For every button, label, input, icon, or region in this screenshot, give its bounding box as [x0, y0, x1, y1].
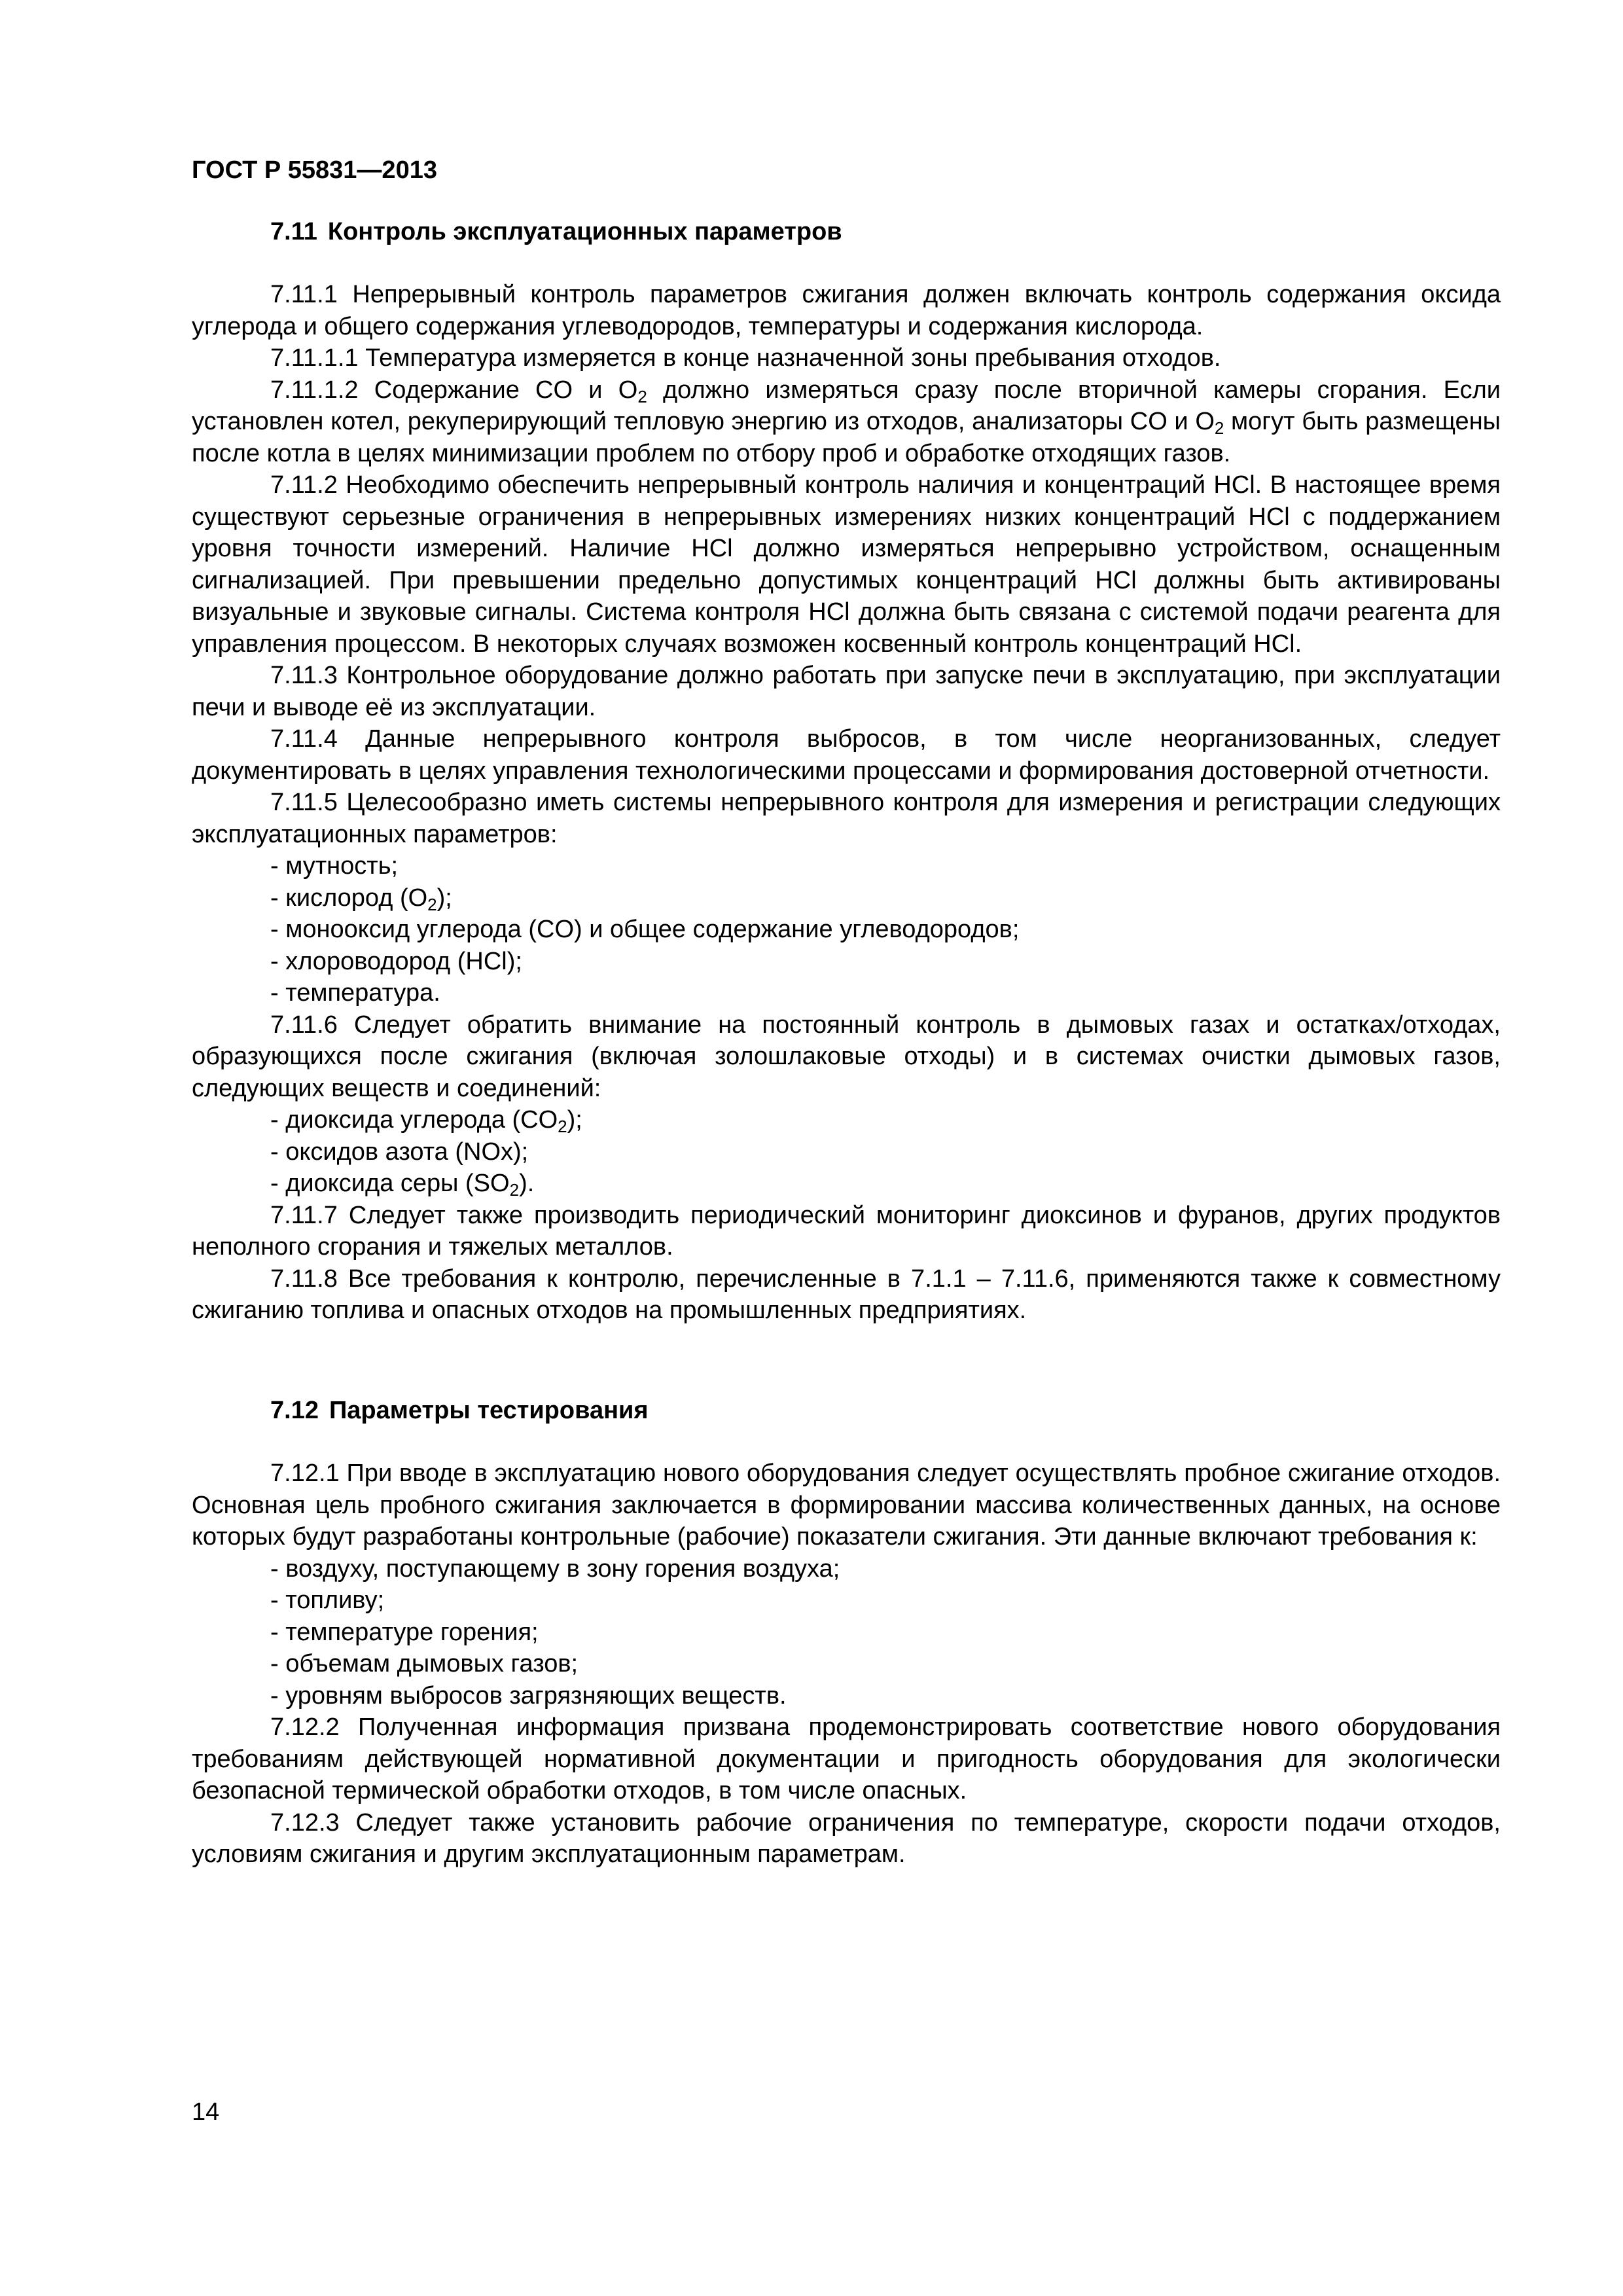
subscript: 2 [509, 1180, 520, 1200]
section-body-7-12 [192, 1458, 1501, 1871]
paragraph-7-11-1-1: 7.11.1.1 Температура измеряется в конце назначенной зоны пребывания отходов. [270, 344, 1221, 372]
section-heading-7-11 [270, 217, 842, 246]
text-run: 7.11.1.2 Содержание CO и O [270, 376, 638, 404]
paragraph-7-11-2: 7.11.2 Необходимо обеспечить непрерывный контроль наличия и концентраций HCl. В настоящее время существуют серьезные ограничения в непрерывных измерениях низких концентраций HCl с поддержанием уровня точности измерений. Наличие HCl должно измеряться непрерывно устройством, оснащенным сигнализацией. При превышении предельно допустимых концентраций HCl должны быть активированы визуальные и звуковые сигналы. Система контроля HCl должна быть связана с системой подачи реагента для управления процессом. В некоторых случаях возможен косвенный контроль концентраций HCl. [192, 471, 1501, 658]
page-number: 14 [192, 2098, 220, 2126]
paragraph-7-11-7: 7.11.7 Следует также производить периодический мониторинг диоксинов и фуранов, других продуктов неполного сгорания и тяжелых металлов. [192, 1201, 1501, 1261]
subscript: 2 [637, 386, 647, 406]
paragraph-7-12-3: 7.12.3 Следует также установить рабочие ограничения по температуре, скорости подачи отходов, условиям сжигания и другим эксплуатационным параметрам. [192, 1808, 1501, 1868]
section-title: Параметры тестирования [329, 1397, 649, 1424]
text-run: - диоксида серы (SO [270, 1170, 510, 1197]
paragraph-7-11-6: 7.11.6 Следует обратить внимание на постоянный контроль в дымовых газах и остатках/отходах, образующихся после сжигания (включая золошлаковые отходы) и в системах очистки дымовых газов, следующих веществ и соединений: [192, 1011, 1501, 1102]
list-item [192, 882, 1501, 914]
paragraph-7-12-2: 7.12.2 Полученная информация призвана продемонстрировать соответствие нового оборудования требованиям действующей нормативной документации и пригодность оборудования для экологически безопасной термической обработки отходов, в том числе опасных. [192, 1713, 1501, 1804]
paragraph-7-11-1: 7.11.1 Непрерывный контроль параметров сжигания должен включать контроль содержания оксида углерода и общего содержания углеводородов, температуры и содержания кислорода. [192, 281, 1501, 340]
paragraph-7-11-5: 7.11.5 Целесообразно иметь системы непрерывного контроля для измерения и регистрации следующих эксплуатационных параметров: [192, 789, 1501, 848]
list-item: - температуре горения; [270, 1618, 539, 1646]
list-item: - топливу; [270, 1587, 385, 1614]
subscript: 2 [427, 894, 437, 914]
document-page [192, 0, 1501, 2296]
list-item: - оксидов азота (NOx); [270, 1138, 529, 1166]
paragraph-7-11-4: 7.11.4 Данные непрерывного контроля выбросов, в том числе неорганизованных, следует документировать в целях управления технологическими процессами и формирования достоверной отчетности. [192, 725, 1501, 785]
list-item: - объемам дымовых газов; [270, 1650, 579, 1677]
text-run: - диоксида углерода (CO [270, 1106, 558, 1134]
text-run: ); [437, 884, 452, 912]
paragraph-7-11-1-2 [192, 374, 1501, 470]
subscript: 2 [558, 1117, 567, 1136]
list-item [192, 1104, 1501, 1136]
section-body-7-11 [192, 279, 1501, 1327]
section-number: 7.12 [270, 1397, 319, 1424]
list-item [192, 1168, 1501, 1200]
text-run: - кислород (O [270, 884, 428, 912]
text-run: ); [567, 1106, 582, 1134]
section-number: 7.11 [270, 218, 317, 245]
text-run: должно измеряться сразу после вторичной камеры сгорания. Если установлен котел, рекуперирующий тепловую энергию из отходов, анализаторы CO и O [192, 376, 1501, 435]
paragraph-7-11-8: 7.11.8 Все требования к контролю, перечисленные в 7.1.1 – 7.11.6, применяются также к совместному сжиганию топлива и опасных отходов на промышленных предприятиях. [192, 1265, 1501, 1324]
list-item: - температура. [270, 979, 440, 1007]
list-item: - хлороводород (HCl); [270, 947, 522, 975]
subscript: 2 [1214, 418, 1224, 438]
text-run: ). [519, 1170, 535, 1197]
text-run: могут быть размещены после котла в целях минимизации проблем по отбору проб и обработке отходящих газов. [192, 408, 1501, 467]
document-code-header: ГОСТ Р 55831—2013 [192, 156, 437, 184]
list-item: - мутность; [270, 852, 399, 880]
list-item: - воздуху, поступающему в зону горения воздуха; [270, 1554, 840, 1583]
list-item: - монооксид углерода (CO) и общее содержание углеводородов; [270, 916, 1020, 943]
paragraph-7-11-3: 7.11.3 Контрольное оборудование должно работать при запуске печи в эксплуатацию, при эксплуатации печи и выводе её из эксплуатации. [192, 662, 1501, 721]
section-title: Контроль эксплуатационных параметров [327, 218, 842, 245]
section-heading-7-12 [270, 1396, 649, 1425]
paragraph-7-12-1: 7.12.1 При вводе в эксплуатацию нового оборудования следует осуществлять пробное сжигание отходов. Основная цель пробного сжигания заключается в формировании массива количественных данных, на основе которых будут разработаны контрольные (рабочие) показатели сжигания. Эти данные включают требования к: [192, 1460, 1501, 1551]
list-item: - уровням выбросов загрязняющих веществ. [270, 1681, 787, 1710]
